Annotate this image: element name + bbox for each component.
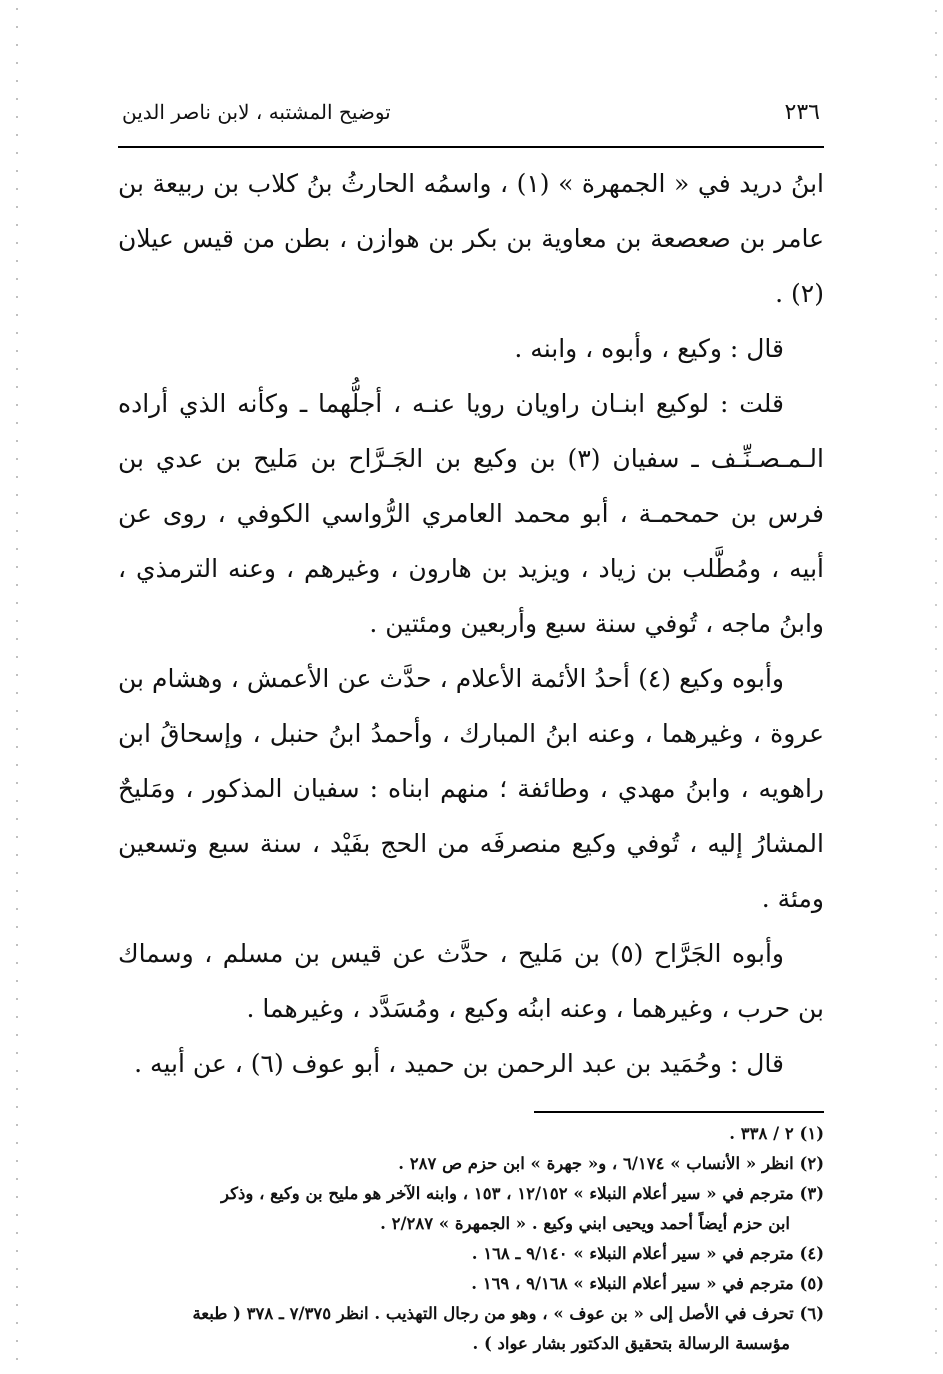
paragraph: وأبوه وكيع (٤) أحدُ الأئمة الأعلام ، حدَّث عن الأعمش ، وهشام بن عروة ، وغيرهما ، وعنه ابنُ المبارك ، وأحمدُ ابنُ حنبل ، وإسحاقُ ابن راهويه ، وابنُ مهدي ، وطائفة ؛ منهم ابناه : سفيان المذكور ، ومَليحٌ المشارُ إليه ، تُوفي وكيع منصرفَه من الحج بفَيْد ، سنة سبع وتسعين ومئة .	[118, 664, 824, 913]
main-text	[118, 156, 824, 1091]
footnote-continuation: ابن حزم أيضاً أحمد ويحيى ابني وكيع . « الجمهرة » ٢/٢٨٧ .	[380, 1214, 790, 1233]
footnotes	[118, 1119, 824, 1359]
footnote: (٣) مترجم في « سير أعلام النبلاء » ١٢/١٥٢ ، ١٥٣ ، وابنه الآخر هو مليح بن وكيع ، وذكر	[221, 1184, 824, 1203]
paragraph: قال : وكيع ، وأبوه ، وابنه .	[514, 334, 784, 363]
footnote: (٢) انظر « الأنساب » ٦/١٧٤ ، و« جهرة » ابن حزم ص ٢٨٧ .	[398, 1154, 824, 1173]
paragraph: وأبوه الجَرَّاح (٥) بن مَليح ، حدَّث عن قيس بن مسلم ، وسماك بن حرب ، وغيرهما ، وعنه ابنُه وكيع ، ومُسَدَّد ، وغيرهما .	[118, 939, 824, 1023]
scan-margin-dots-right	[935, 0, 937, 1374]
page-number: ٢٣٦	[784, 100, 820, 125]
footnote-rule	[534, 1111, 824, 1113]
header-rule	[118, 146, 824, 148]
running-header	[118, 100, 824, 140]
paragraph: ابنُ دريد في « الجمهرة » (١) ، واسمُه الحارثُ بنُ كلاب بن ربيعة بن عامر بن صعصعة بن معاوية بن بكر بن هوازن ، بطن من قيس عيلان (٢) .	[118, 169, 824, 308]
footnote-continuation: مؤسسة الرسالة بتحقيق الدكتور بشار عواد ) .	[472, 1334, 790, 1353]
footnote: (٤) مترجم في « سير أعلام النبلاء » ٩/١٤٠ ـ ١٦٨ .	[471, 1244, 824, 1263]
paragraph: قلت : لوكيع ابنـان راويان رويا عنـه ، أجلُّهما ـ وكأنه الذي أراده الـمـصـنِّـف ـ سفيان (٣) بن وكيع بن الجَـرَّاح بن مَليح بن عدي بن فرس بن حمحمـة ، أبو محمد العامري الرُّواسي الكوفي ، روى عن أبيه ، ومُطَّلب بن زياد ، ويزيد بن هارون ، وغيرهم ، وعنه الترمذي ، وابنُ ماجه ، تُوفي سنة سبع وأربعين ومئتين .	[118, 389, 824, 638]
footnote: (١) ٢ / ٣٣٨ .	[729, 1124, 824, 1143]
scan-margin-dots-left	[16, 0, 18, 1374]
running-title: توضيح المشتبه ، لابن ناصر الدين	[122, 100, 391, 124]
paragraph: قال : وحُمَيد بن عبد الرحمن بن حميد ، أبو عوف (٦) ، عن أبيه .	[134, 1049, 784, 1078]
book-page	[118, 100, 824, 1353]
footnote: (٥) مترجم في « سير أعلام النبلاء » ٩/١٦٨ ، ١٦٩ .	[471, 1274, 824, 1293]
footnote: (٦) تحرف في الأصل إلى « بن عوف » ، وهو من رجال التهذيب . انظر ٧/٣٧٥ ـ ٣٧٨ ( طبعة	[192, 1304, 824, 1323]
